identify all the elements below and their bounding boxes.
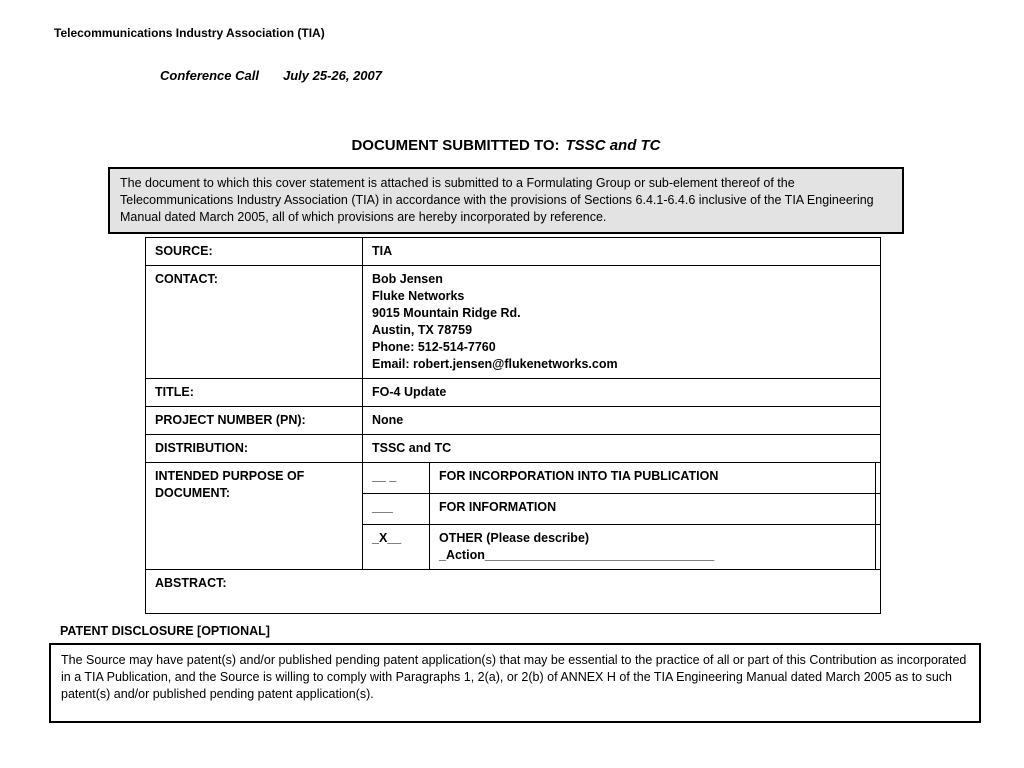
purpose-option-incorporation xyxy=(363,463,880,494)
purpose-option-other xyxy=(363,525,880,570)
purpose-options-table xyxy=(363,463,880,569)
purpose-mark-information: ___ xyxy=(363,494,430,525)
project-number-value: None xyxy=(363,407,881,435)
purpose-extra-cell xyxy=(876,525,881,570)
distribution-value: TSSC and TC xyxy=(363,435,881,463)
cover-statement: The document to which this cover statement is attached is submitted to a Formulating Group or sub-element thereof of the Telecommunications Industry Association (TIA) in accordance with the provisions of Sections 6.4.1-6.4.6 inclusive of the TIA Engineering Manual dated March 2005, all of which provisions are hereby incorporated by reference. xyxy=(108,167,904,234)
source-label: SOURCE: xyxy=(146,238,363,266)
organization-name: Telecommunications Industry Association (TIA) xyxy=(54,26,325,40)
purpose-option-information xyxy=(363,494,880,525)
distribution-row xyxy=(146,435,881,463)
patent-disclosure-text: The Source may have patent(s) and/or published pending patent application(s) that may be essential to the practice of all or part of this Contribution as incorporated in a TIA Publication, and the Source is willing to comply with Paragraphs 1, 2(a), or 2(b) of ANNEX H of the TIA Engineering Manual dated March 2005 as to such patent(s) and/or published pending patent application(s). xyxy=(49,643,981,723)
distribution-label: DISTRIBUTION: xyxy=(146,435,363,463)
abstract-row xyxy=(146,570,881,614)
project-number-label: PROJECT NUMBER (PN): xyxy=(146,407,363,435)
project-number-row xyxy=(146,407,881,435)
contact-company: Fluke Networks xyxy=(372,289,465,303)
abstract-label: ABSTRACT: xyxy=(155,576,227,590)
purpose-other-detail: _Action_________________________________ xyxy=(439,548,715,562)
contact-city: Austin, TX 78759 xyxy=(372,323,473,337)
contact-email: Email: robert.jensen@flukenetworks.com xyxy=(372,357,618,371)
patent-disclosure-heading: PATENT DISCLOSURE [OPTIONAL] xyxy=(60,624,270,638)
meeting-type: Conference Call xyxy=(160,68,259,83)
contact-row xyxy=(146,266,881,379)
meeting-dates: July 25-26, 2007 xyxy=(282,68,383,83)
title-label: TITLE: xyxy=(146,379,363,407)
purpose-mark-other: _X__ xyxy=(363,525,430,570)
submitted-to-heading xyxy=(0,137,1012,154)
source-value: TIA xyxy=(363,238,881,266)
contact-label: CONTACT: xyxy=(146,266,363,379)
intended-purpose-row xyxy=(146,463,881,570)
purpose-extra-cell xyxy=(876,494,881,525)
contact-value xyxy=(363,266,881,379)
purpose-text-information: FOR INFORMATION xyxy=(430,494,876,525)
intended-purpose-options xyxy=(363,463,881,570)
submitted-to-recipients: TSSC and TC xyxy=(565,137,661,154)
contribution-form xyxy=(145,237,881,614)
purpose-text-other xyxy=(430,525,876,570)
contact-name: Bob Jensen xyxy=(372,272,443,286)
submitted-to-label: DOCUMENT SUBMITTED TO: xyxy=(351,137,560,154)
purpose-mark-incorporation: __ _ xyxy=(363,463,430,494)
source-row xyxy=(146,238,881,266)
purpose-text-incorporation: FOR INCORPORATION INTO TIA PUBLICATION xyxy=(430,463,876,494)
purpose-extra-cell xyxy=(876,463,881,494)
title-row xyxy=(146,379,881,407)
title-value: FO-4 Update xyxy=(363,379,881,407)
meeting-line xyxy=(160,68,382,83)
contact-phone: Phone: 512-514-7760 xyxy=(372,340,496,354)
purpose-other-label: OTHER (Please describe) xyxy=(439,531,590,545)
abstract-cell xyxy=(146,570,881,614)
contact-street: 9015 Mountain Ridge Rd. xyxy=(372,306,521,320)
intended-purpose-label: INTENDED PURPOSE OF DOCUMENT: xyxy=(146,463,363,570)
